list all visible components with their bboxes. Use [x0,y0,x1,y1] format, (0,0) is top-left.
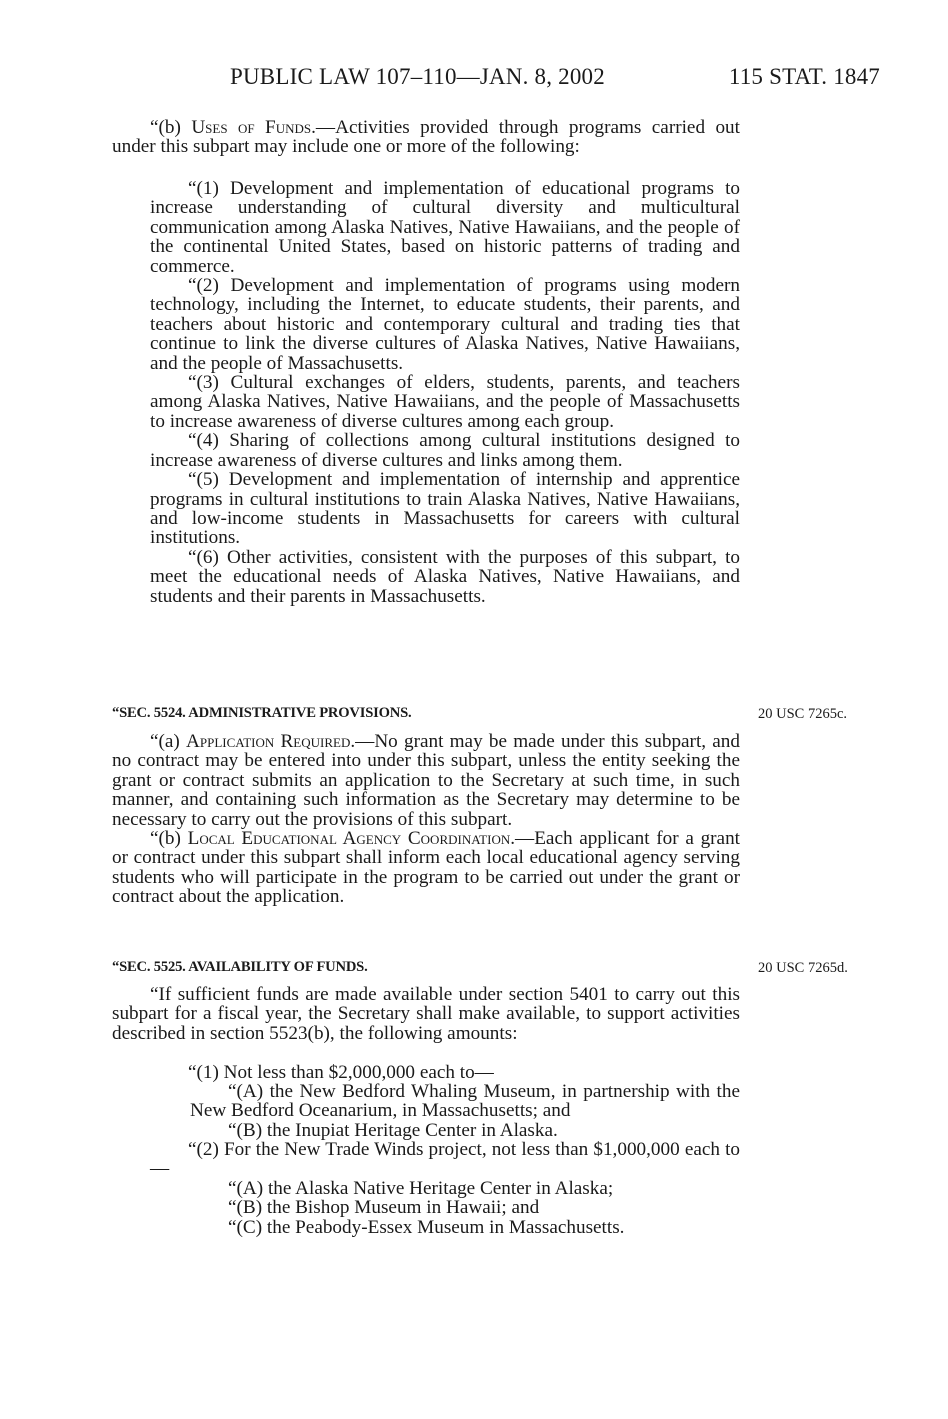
list-item: “(4) Sharing of collections among cultural institutions designed to increase awareness of diverse cultures and links among them. [150,430,740,471]
margin-note-7265c: 20 USC 7265c. [758,706,848,722]
uses-of-funds-list [150,179,740,606]
availability-sublist-2 [190,1179,740,1237]
list-item: “(C) the Peabody-Essex Museum in Massachusetts. [228,1216,625,1238]
lea-coordination-paragraph: “(b) Local Educational Agency Coordination.—Each applicant for a grant or contract under this subpart shall inform each local educational agency serving students who will participate in the program to be carried out under the grant or contract about the application. [112,828,740,908]
header-law-date: PUBLIC LAW 107–110—JAN. 8, 2002 [230,64,605,89]
list-item: “(1) Development and implementation of educational programs to increase understanding of cultural diversity and multicultural communication among Alaska Natives, Native Hawaiians, and the people of the continental United States, based on historic patterns of trading and commerce. [150,178,740,277]
section-5525-heading: “SEC. 5525. AVAILABILITY OF FUNDS. [112,959,368,975]
availability-sublist-1 [190,1082,740,1140]
availability-intro: “If sufficient funds are made available under section 5401 to carry out this subpart for a fiscal year, the Secretary shall make available, to support activities described in section 5523(b), the following amounts: [112,984,740,1044]
list-item: “(2) Development and implementation of programs using modern technology, including the Internet, to educate students, their parents, and teachers about historic and contemporary cultural and trading ties that continue to link the diverse cultures of Alaska Natives, Native Hawaiians, and the people of Massachusetts. [150,275,740,374]
availability-list-2 [150,1140,740,1179]
uses-of-funds-intro: “(b) Uses of Funds.—Activities provided through programs carried out under this subpart may include one or more of the following: [112,117,740,158]
header-stat-page: 115 STAT. 1847 [728,64,880,89]
list-item: “(1) Not less than $2,000,000 each to— [188,1062,494,1083]
list-item: “(2) For the New Trade Winds project, not less than $1,000,000 each to— [150,1139,740,1180]
application-required-heading: Application Required. [186,731,356,752]
list-item: “(A) the Alaska Native Heritage Center in Alaska; [228,1178,614,1199]
list-item: “(3) Cultural exchanges of elders, students, parents, and teachers among Alaska Natives, Native Hawaiians, and the people of Massachusetts to increase awareness of diverse cultures among each group. [150,372,740,432]
uses-of-funds-heading: Uses of Funds. [191,117,316,138]
availability-list [150,1063,740,1082]
section-5525-body [112,985,740,1043]
list-item: “(5) Development and implementation of internship and apprentice programs in cultural institutions to train Alaska Natives, Native Hawaiians, and low-income students in Massachusetts for careers with cultural institutions. [150,469,740,549]
list-item: “(6) Other activities, consistent with the purposes of this subpart, to meet the educational needs of Alaska Natives, Native Hawaiians, and students and their parents in Massachusetts. [150,546,740,607]
uses-of-funds-section [112,118,740,157]
list-item: “(B) the Inupiat Heritage Center in Alaska. [228,1119,558,1141]
list-item: “(A) the New Bedford Whaling Museum, in partnership with the New Bedford Oceanarium, in Massachusetts; and [190,1081,740,1122]
section-5524-heading: “SEC. 5524. ADMINISTRATIVE PROVISIONS. [112,705,412,721]
section-5524-body [112,732,740,907]
lea-coordination-heading: Local Educational Agency Coordination. [187,828,516,850]
page-header [230,64,880,96]
application-required-paragraph: “(a) Application Required.—No grant may be made under this subpart, and no contract may be entered into under this subpart, unless the entity seeking the grant or contract submits an application to the Secretary at such time, in such manner, and containing such information as the Secretary may determine to be necessary to carry out the provisions of this subpart. [112,731,740,830]
list-item: “(B) the Bishop Museum in Hawaii; and [228,1197,540,1219]
margin-note-7265d: 20 USC 7265d. [758,960,848,976]
